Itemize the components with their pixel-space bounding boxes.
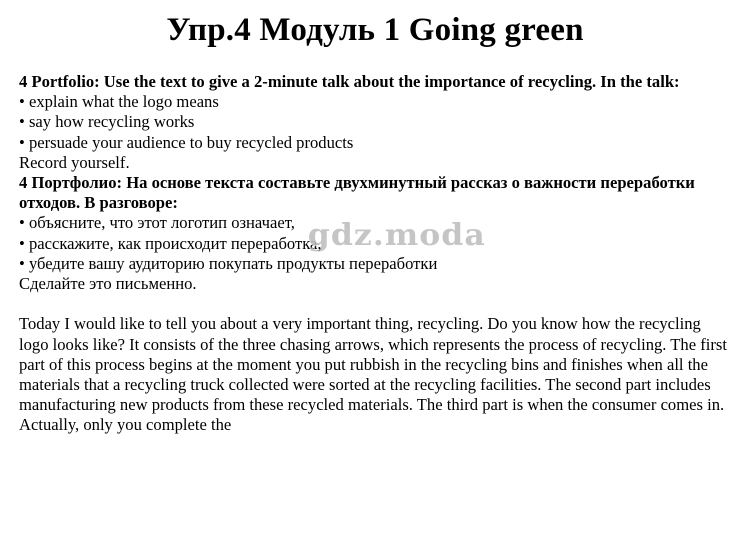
answer-paragraph: Today I would like to tell you about a very important thing, recycling. Do you know how the recycling logo looks like? It consists of the three chasing arrows, which represents the process of recycling. The first part of this process begins at the moment you put rubbish in the recycling bins and finishes when all the materials that a recycling truck collected were sorted at the recycling facilities. The second part includes manufacturing new products from these recycled materials. The third part is when the consumer comes in. Actually, only you complete the (19, 314, 727, 435)
task-ru-heading: 4 Портфолио: На основе текста составьте двухминутный рассказ о важности переработки отходов. В разговоре: (19, 173, 695, 213)
task-en-bullet-3: • persuade your audience to buy recycled products (19, 132, 354, 152)
page-title: Упр.4 Модуль 1 Going green (166, 12, 584, 48)
watermark-logo: gdz.moda (307, 218, 486, 253)
paragraph-gap (19, 294, 731, 314)
task-en-bullet-1: • explain what the logo means (19, 92, 219, 112)
task-ru-bullet-1: • объясните, что этот логотип означает, (19, 213, 295, 233)
task-ru-bullet-3: • убедите вашу аудиторию покупать продукты переработки (19, 253, 438, 273)
task-en-closing: Record yourself. (19, 152, 130, 172)
task-ru-closing: Сделайте это письменно. (19, 274, 197, 294)
task-en-heading: 4 Portfolio: Use the text to give a 2-minute talk about the importance of recycling. In the talk: (19, 72, 680, 91)
document-body (19, 72, 731, 436)
task-en-bullet-2: • say how recycling works (19, 112, 195, 132)
task-ru-bullet-2: • расскажите, как происходит переработка, (19, 233, 322, 253)
